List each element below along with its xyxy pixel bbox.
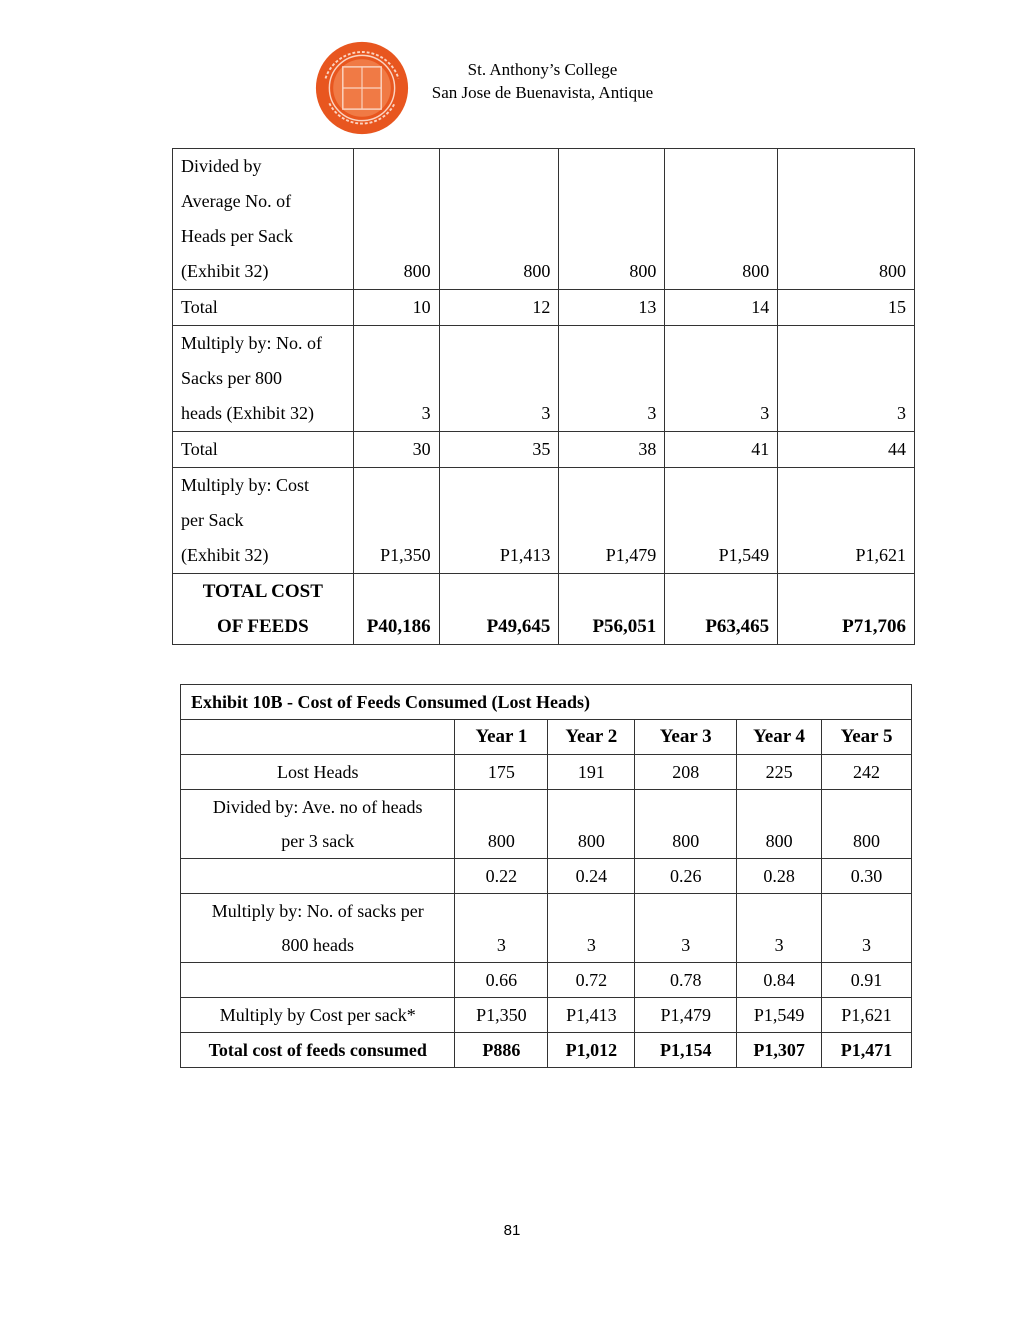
row-label-line: Total xyxy=(181,439,218,459)
cell-value: P49,645 xyxy=(439,574,559,645)
feeds-cost-table xyxy=(172,148,915,645)
row-label-line: TOTAL COST xyxy=(202,581,323,602)
cell-value: 0.24 xyxy=(548,859,635,894)
cell-value: 191 xyxy=(548,755,635,790)
cell-value: 44 xyxy=(778,432,915,468)
cell-value: 0.66 xyxy=(455,963,548,998)
table-row xyxy=(181,894,912,963)
cell-value: P1,471 xyxy=(822,1033,912,1068)
cell-value: 800 xyxy=(822,790,912,859)
row-label xyxy=(181,963,455,998)
column-header xyxy=(181,720,455,755)
table-row xyxy=(181,790,912,859)
table-row xyxy=(173,290,915,326)
page-header xyxy=(0,0,1024,130)
table-row xyxy=(173,574,915,645)
cell-value: P1,549 xyxy=(737,998,822,1033)
header-row xyxy=(181,720,912,755)
row-label xyxy=(181,998,455,1033)
cell-value: 3 xyxy=(455,894,548,963)
row-label xyxy=(181,894,455,963)
cell-value: 13 xyxy=(559,290,665,326)
column-header: Year 1 xyxy=(455,720,548,755)
cell-value: 800 xyxy=(353,149,439,290)
cell-value: 0.30 xyxy=(822,859,912,894)
row-label-line: (Exhibit 32) xyxy=(181,545,269,565)
cell-value: P1,479 xyxy=(559,468,665,574)
college-location: San Jose de Buenavista, Antique xyxy=(431,83,654,102)
cell-value: P1,154 xyxy=(635,1033,737,1068)
cell-value: P1,012 xyxy=(548,1033,635,1068)
row-label xyxy=(181,1033,455,1068)
column-header: Year 2 xyxy=(548,720,635,755)
row-label xyxy=(173,574,354,645)
table-row xyxy=(181,963,912,998)
cell-value: 0.84 xyxy=(737,963,822,998)
cell-value: 242 xyxy=(822,755,912,790)
cell-value: 800 xyxy=(635,790,737,859)
cell-value: 3 xyxy=(439,326,559,432)
row-label-line: 800 heads xyxy=(281,935,354,955)
row-label xyxy=(173,290,354,326)
cell-value: 3 xyxy=(778,326,915,432)
college-name: St. Anthony’s College xyxy=(467,60,618,79)
column-header: Year 3 xyxy=(635,720,737,755)
row-label xyxy=(181,790,455,859)
row-label-line xyxy=(181,859,454,893)
cell-value: 3 xyxy=(737,894,822,963)
row-label-line: heads (Exhibit 32) xyxy=(181,403,314,423)
column-header: Year 4 xyxy=(737,720,822,755)
cell-value: 800 xyxy=(778,149,915,290)
table-row xyxy=(181,755,912,790)
cell-value: P1,413 xyxy=(548,998,635,1033)
page-number: 81 xyxy=(503,1222,521,1239)
college-info xyxy=(420,58,665,104)
row-label-line: Multiply by: No. of xyxy=(181,333,323,353)
cell-value: 208 xyxy=(635,755,737,790)
cell-value: 175 xyxy=(455,755,548,790)
cell-value: 0.72 xyxy=(548,963,635,998)
cell-value: P63,465 xyxy=(665,574,778,645)
column-header: Year 5 xyxy=(822,720,912,755)
cell-value: P886 xyxy=(455,1033,548,1068)
row-label-line: (Exhibit 32) xyxy=(181,261,269,281)
table-row xyxy=(173,432,915,468)
row-label-line: Lost Heads xyxy=(277,762,359,782)
cell-value: P1,479 xyxy=(635,998,737,1033)
cell-value: 0.26 xyxy=(635,859,737,894)
row-label-line: OF FEEDS xyxy=(216,616,309,637)
row-label-line: Total cost of feeds consumed xyxy=(208,1040,427,1060)
cell-value: 14 xyxy=(665,290,778,326)
cell-value: 800 xyxy=(455,790,548,859)
table-row xyxy=(181,1033,912,1068)
cell-value: 38 xyxy=(559,432,665,468)
row-label-line: Heads per Sack xyxy=(181,226,293,246)
row-label xyxy=(173,326,354,432)
cell-value: 12 xyxy=(439,290,559,326)
row-label xyxy=(173,468,354,574)
row-label xyxy=(173,432,354,468)
cell-value: P71,706 xyxy=(778,574,915,645)
table-row xyxy=(173,468,915,574)
cell-value: 15 xyxy=(778,290,915,326)
table-row xyxy=(181,859,912,894)
cell-value: 3 xyxy=(559,326,665,432)
cell-value: 0.22 xyxy=(455,859,548,894)
cell-value: 35 xyxy=(439,432,559,468)
row-label-line: per 3 sack xyxy=(281,831,355,851)
cell-value: 800 xyxy=(665,149,778,290)
cell-value: P1,549 xyxy=(665,468,778,574)
row-label-line: Multiply by: No. of sacks per xyxy=(211,901,424,921)
table-title-row xyxy=(181,685,912,720)
cell-value: 800 xyxy=(439,149,559,290)
row-label-line: per Sack xyxy=(181,510,244,530)
cell-value: 30 xyxy=(353,432,439,468)
row-label xyxy=(173,149,354,290)
cell-value: P1,621 xyxy=(822,998,912,1033)
cell-value: P1,413 xyxy=(439,468,559,574)
row-label-line: Multiply by Cost per sack* xyxy=(219,1005,416,1025)
cell-value: 800 xyxy=(559,149,665,290)
cell-value: P1,350 xyxy=(455,998,548,1033)
cell-value: 41 xyxy=(665,432,778,468)
table-row xyxy=(173,149,915,290)
cell-value: 10 xyxy=(353,290,439,326)
cell-value: 3 xyxy=(665,326,778,432)
cell-value: P40,186 xyxy=(353,574,439,645)
cell-value: P1,307 xyxy=(737,1033,822,1068)
table-row xyxy=(181,998,912,1033)
row-label-line: Sacks per 800 xyxy=(181,368,282,388)
cell-value: 0.91 xyxy=(822,963,912,998)
row-label-line: Total xyxy=(181,297,218,317)
cell-value: P56,051 xyxy=(559,574,665,645)
lost-heads-feeds-table xyxy=(180,684,912,1068)
cell-value: 3 xyxy=(822,894,912,963)
row-label-line: Divided by xyxy=(181,156,262,176)
row-label-line: Average No. of xyxy=(181,191,292,211)
cell-value: 225 xyxy=(737,755,822,790)
college-seal-logo xyxy=(314,40,410,136)
row-label-line: Multiply by: Cost xyxy=(181,475,310,495)
cell-value: P1,621 xyxy=(778,468,915,574)
cell-value: P1,350 xyxy=(353,468,439,574)
table-title: Exhibit 10B - Cost of Feeds Consumed (Lost Heads) xyxy=(181,685,912,720)
cell-value: 0.78 xyxy=(635,963,737,998)
cell-value: 3 xyxy=(635,894,737,963)
table-row xyxy=(173,326,915,432)
cell-value: 800 xyxy=(737,790,822,859)
cell-value: 3 xyxy=(353,326,439,432)
row-label-line xyxy=(181,963,454,997)
cell-value: 800 xyxy=(548,790,635,859)
cell-value: 3 xyxy=(548,894,635,963)
cell-value: 0.28 xyxy=(737,859,822,894)
row-label-line: Divided by: Ave. no of heads xyxy=(212,797,423,817)
row-label xyxy=(181,755,455,790)
row-label xyxy=(181,859,455,894)
